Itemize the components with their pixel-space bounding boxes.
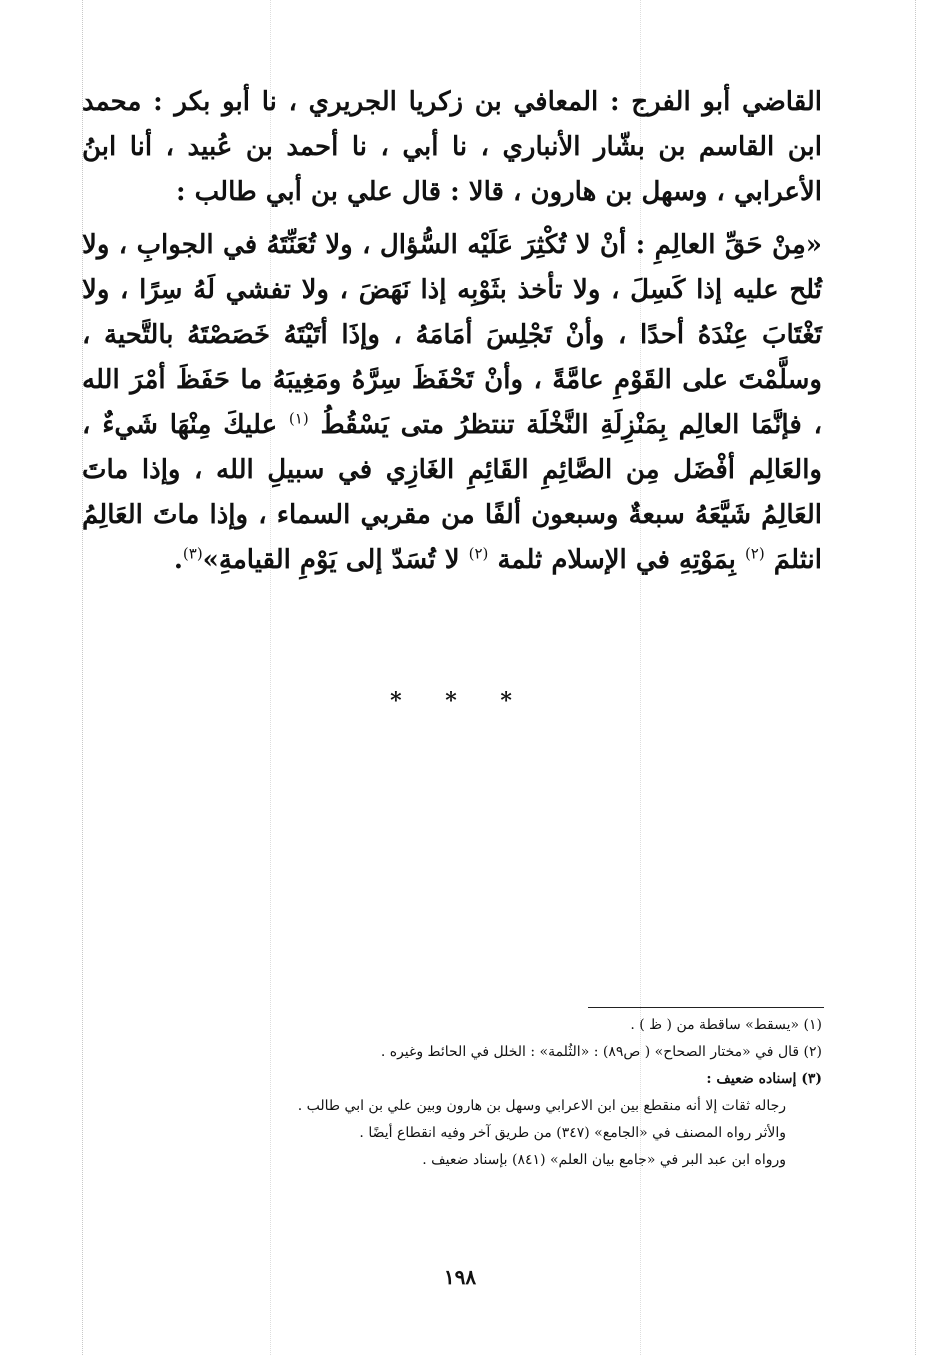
footnote-3-line: رجاله ثقات إلا أنه منقطع بين ابن الاعرابي وسهل بن هارون وبين علي بن ابي طالب . <box>297 1098 786 1114</box>
footnote-3-line: ورواه ابن عبد البر في «جامع بيان العلم» (٨٤١) بإسناد ضعيف . <box>422 1152 786 1168</box>
footnote-divider <box>588 1007 824 1008</box>
footnote-3-heading: (٣) إسناده ضعيف : <box>706 1071 822 1087</box>
quote-paragraph <box>82 223 822 583</box>
quote-text-part-4: لا تُسَدّ إلى يَوْمِ القيامةِ» <box>202 545 460 575</box>
footnote-1: (١) «يسقط» ساقطة من ( ظ ) . <box>630 1017 822 1033</box>
page-number: ١٩٨ <box>443 1265 477 1289</box>
footnote-3-line: والأثر رواه المصنف في «الجامع» (٣٤٧) من طريق آخر وفيه انقطاع أيضًا . <box>359 1125 786 1141</box>
main-text <box>82 80 822 583</box>
quote-text-part-2: عليكَ مِنْهَا شَيءٌ ، والعَالِم أفْضَل مِن الصَّائِمِ القَائِمِ الغَازِي في سبيلِ الله ، وإذا ماتَ العَالِمُ شَيَّعَهُ سبعةٌ وسبعون ألفًا من مقربي السماء ، وإذا ماتَ العَالِمُ انثلمَ <box>82 410 822 575</box>
footnote-2: (٢) قال في «مختار الصحاح» ( ص٨٩) : «الثُلمة» : الخلل في الحائط وغيره . <box>380 1044 822 1060</box>
footnote-ref-3: (٣) <box>182 544 203 563</box>
quote-text-part-1: «مِنْ حَقِّ العالِمِ : أنْ لا تُكْثِرَ عَلَيْه السُّؤال ، ولا تُعَنِّتَهُ في الجوابِ ، ولا تُلح عليه إذا كَسِلَ ، ولا تأخذ بثَوْبِه إذا نَهَضَ ، ولا تفشي لَهُ سِرًا ، ولا تَغْتَابَ عِنْدَهُ أحدًا ، وأنْ تَجْلِسَ أمَامَهُ ، وإذَا أتَيْتَهُ خَصَصْتَهُ بالتَّحية ، وسلَّمْتَ على القَوْمِ عامَّةً ، وأنْ تَحْفَظَ سِرَّهُ ومَغِيبَهُ ما حَفَظَ أمْرَ الله ، فإنَّمَا العالِم بِمَنْزِلَةِ النَّخْلَة تنتظرُ متى يَسْقُطُ <box>82 230 822 440</box>
footnote-ref-2a: (٢) <box>744 544 765 563</box>
footnote-ref-1: (١) <box>288 409 309 428</box>
footnotes <box>160 1012 822 1174</box>
section-separator: * * * <box>390 688 530 714</box>
footnote-3-label <box>160 1066 822 1093</box>
scan-edge-right <box>915 0 916 1355</box>
quote-text-part-3: بِمَوْتِهِ في الإسلام ثلمة <box>497 545 736 575</box>
quote-end: . <box>173 545 183 575</box>
footnote-ref-2b: (٢) <box>468 544 489 563</box>
isnad-paragraph: القاضي أبو الفرج : المعافي بن زكريا الجريري ، نا أبو بكر : محمد ابن القاسم بن بشّار الأنباري ، نا أبي ، نا أحمد بن عُبيد ، أنا ابنُ الأعرابي ، وسهل بن هارون ، قالا : قال علي بن أبي طالب : <box>82 87 822 207</box>
